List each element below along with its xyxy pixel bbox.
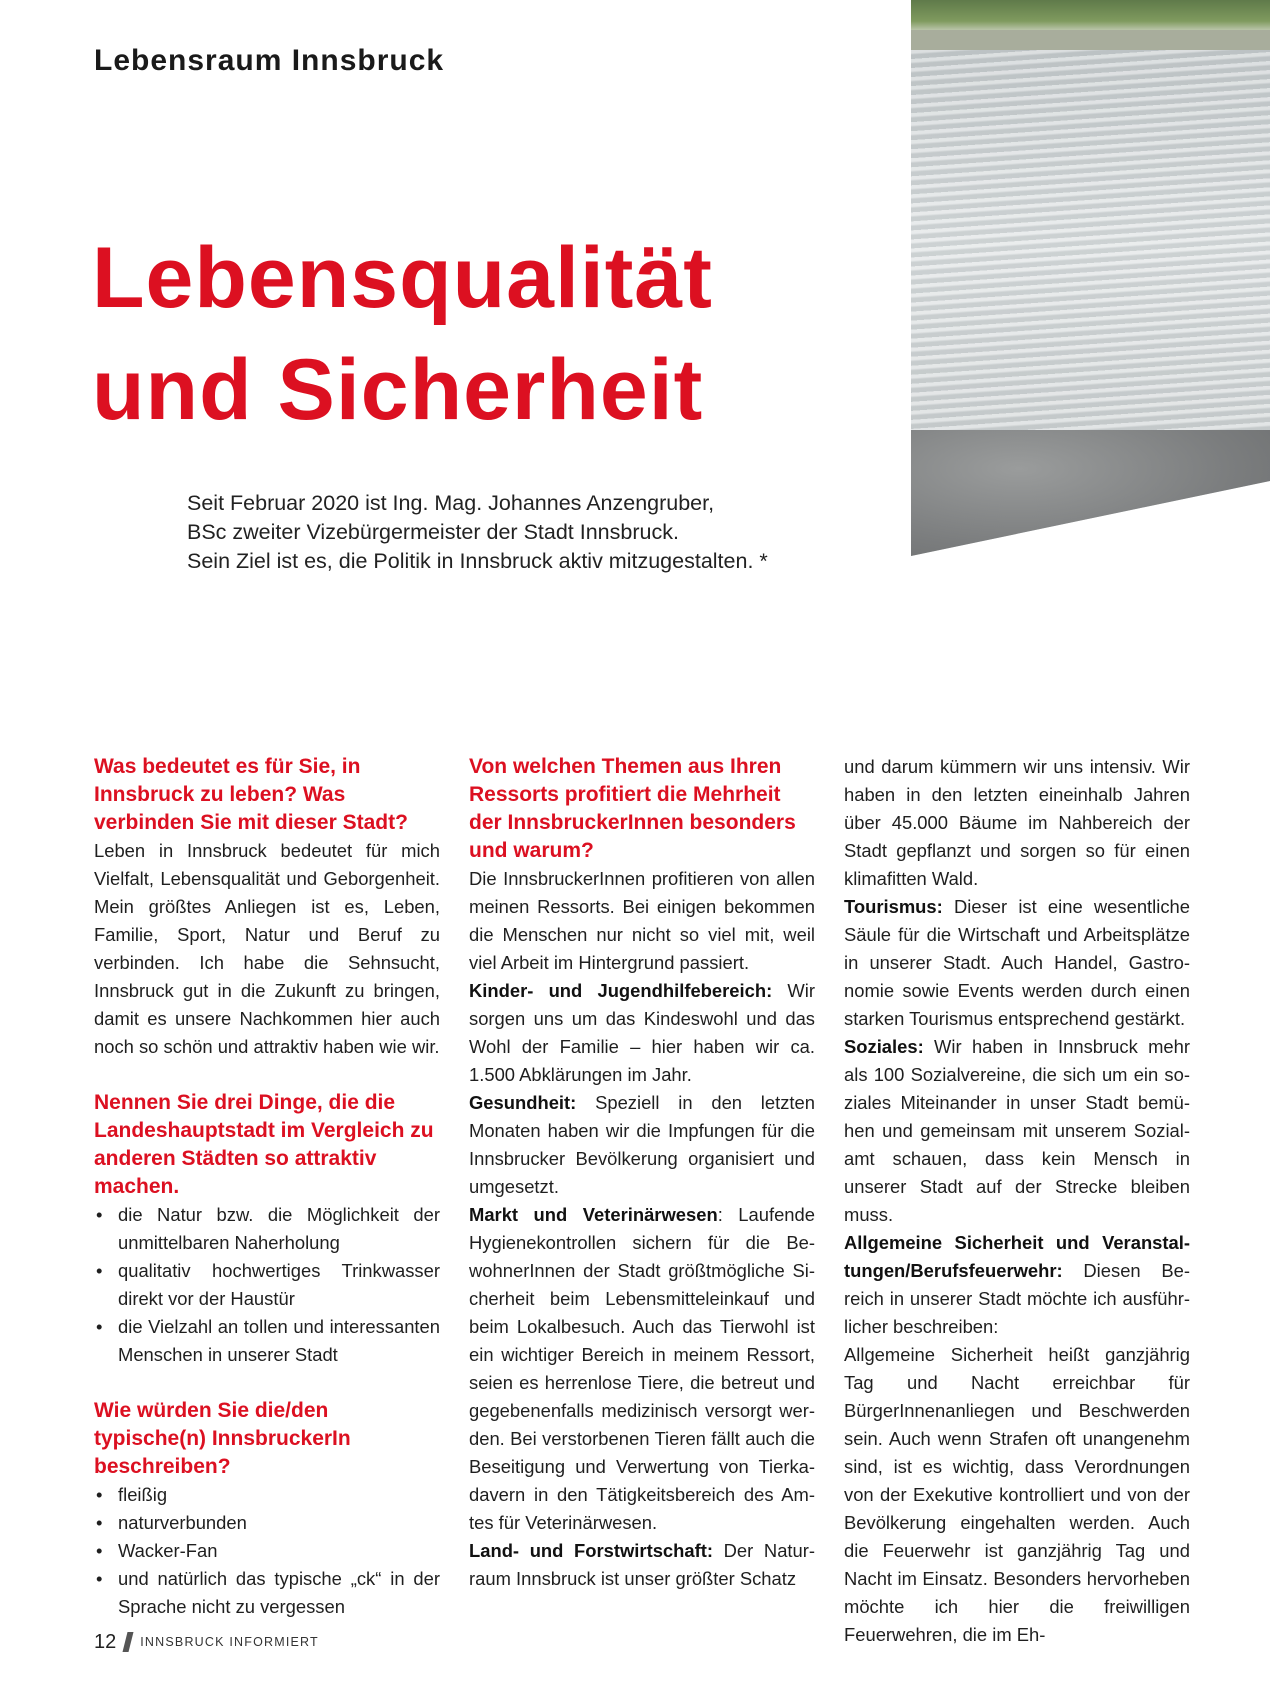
bullet-list bbox=[94, 1481, 440, 1621]
topic-text: : Laufende Hygienekontrollen sichern für die BewohnerInnen der Stadt größtmögliche Sicherheit beim Lebensmitteleinkauf und beim Lokalbesuch. Auch das Tierwohl ist ein wichtiger Bereich in meinem Ressort, seien es herrenlose Tiere, die betreut und gegebenenfalls medizinisch versorgt werden. Bei verstorbenen Tieren fällt auch die Beseitigung und Verwertung von Tierkadavern in den Tätigkeitsbereich des Amtes für Veterinärwesen. bbox=[469, 1204, 815, 1533]
list-item: • qualitativ hochwertiges Trinkwasser direkt vor der Haustür bbox=[94, 1257, 440, 1313]
topic-term: Tourismus: bbox=[844, 896, 943, 917]
question-heading: Was bedeutet es für Sie, in Innsbruck zu leben? Was verbinden Sie mit dieser Stadt? bbox=[94, 755, 408, 834]
topic-term: Markt und Veterinärwesen bbox=[469, 1204, 718, 1225]
column-2 bbox=[469, 753, 815, 1593]
intro-line: Sein Ziel ist es, die Politik in Innsbruck aktiv mitzugestalten. * bbox=[187, 549, 768, 573]
answer-paragraph bbox=[844, 893, 1190, 1033]
list-item: • und natürlich das typische „ck“ in der Sprache nicht zu vergessen bbox=[94, 1565, 440, 1621]
intro-text bbox=[187, 489, 887, 576]
answer-paragraph bbox=[469, 1537, 815, 1593]
photo-rocks bbox=[911, 430, 1270, 556]
column-1 bbox=[94, 753, 440, 1621]
section-label: Lebensraum Innsbruck bbox=[94, 44, 445, 77]
answer-paragraph bbox=[469, 977, 815, 1089]
page-footer bbox=[94, 1629, 319, 1655]
answer-paragraph bbox=[469, 1089, 815, 1201]
lake-photo bbox=[911, 0, 1270, 556]
topic-term: Allgemeine Sicherheit und Veranstaltungen/Berufsfeuerwehr: bbox=[844, 1232, 1190, 1281]
title-line-1: Lebensqualität bbox=[92, 230, 713, 326]
photo-water bbox=[911, 50, 1270, 440]
answer-paragraph: Allgemeine Sicherheit heißt ganzjährig Tag und Nacht erreichbar für BürgerInnenanliegen und Beschwerden sein. Auch wenn Strafen oft unangenehm sind, ist es wichtig, dass Verordnungen von der Exekutive kontrolliert und von der Bevölkerung eingehalten werden. Auch die Feuerwehr ist ganzjährig Tag und Nacht im Einsatz. Besonders hervorheben möchte ich hier die freiwilligen Feuerwehren, die im Eh- bbox=[844, 1344, 1190, 1645]
topic-text: Dieser ist eine wesentliche Säule für die Wirtschaft und Arbeitsplätze in unserer Stadt. Auch Handel, Gastronomie sowie Events werden durch einen starken Tourismus entsprechend gestärkt. bbox=[844, 896, 1190, 1029]
photo-shore bbox=[911, 30, 1270, 50]
column-3 bbox=[844, 753, 1190, 1649]
page-title bbox=[92, 222, 852, 446]
topic-text: Wir haben in Innsbruck mehr als 100 Sozialvereine, die sich um ein soziales Miteinander in unser Stadt bemühen und gemeinsam mit unserem Sozialamt schauen, dass kein Mensch in unserer Stadt auf der Strecke bleiben muss. bbox=[844, 1036, 1190, 1225]
intro-line: Seit Februar 2020 ist Ing. Mag. Johannes Anzengruber, bbox=[187, 491, 715, 515]
topic-term: Land- und Forstwirtschaft: bbox=[469, 1540, 713, 1561]
list-item: • die Vielzahl an tollen und interessanten Menschen in unserer Stadt bbox=[94, 1313, 440, 1369]
topic-text: Wir sorgen uns um das Kindeswohl und das Wohl der Familie – hier haben wir ca. 1.500 Abklärungen im Jahr. bbox=[469, 980, 815, 1085]
list-item: • naturverbunden bbox=[94, 1509, 440, 1537]
list-item: • fleißig bbox=[94, 1481, 440, 1509]
title-line-2: und Sicherheit bbox=[92, 342, 704, 438]
answer-paragraph: Leben in Innsbruck bedeutet für mich Vielfalt, Lebensqualität und Geborgenheit. Mein größtes Anliegen ist es, Leben, Familie, Sport, Natur und Beruf zu verbinden. Ich habe die Sehnsucht, Innsbruck gut in die Zukunft zu bringen, damit es unsere Nachkommen hier auch noch so schön und attraktiv haben wie wir. bbox=[94, 840, 440, 1057]
publication-name: INNSBRUCK INFORMIERT bbox=[140, 1635, 319, 1649]
list-item: • Wacker-Fan bbox=[94, 1537, 440, 1565]
intro-line: BSc zweiter Vizebürgermeister der Stadt Innsbruck. bbox=[187, 520, 679, 544]
topic-text: Der Naturraum Innsbruck ist unser größter Schatz bbox=[469, 1540, 816, 1589]
slash-divider-icon bbox=[123, 1632, 134, 1652]
topic-term: Soziales: bbox=[844, 1036, 924, 1057]
bullet-list bbox=[94, 1201, 440, 1369]
answer-paragraph bbox=[469, 1201, 815, 1537]
answer-paragraph bbox=[844, 1229, 1190, 1341]
topic-text: Diesen Bereich in unserer Stadt möchte ich ausführlicher beschreiben: bbox=[844, 1260, 1190, 1337]
page-number: 12 bbox=[94, 1630, 117, 1653]
answer-paragraph bbox=[844, 1033, 1190, 1229]
topic-term: Kinder- und Jugendhilfebereich: bbox=[469, 980, 773, 1001]
photo-tree-line bbox=[911, 0, 1270, 30]
answer-paragraph: und darum kümmern wir uns intensiv. Wir haben in den letzten eineinhalb Jahren über 45.000 Bäume im Nahbereich der Stadt gepflanzt und sorgen so für einen klimafitten Wald. bbox=[844, 756, 1190, 889]
topic-term: Gesundheit: bbox=[469, 1092, 577, 1113]
answer-paragraph: Die InnsbruckerInnen profitieren von allen meinen Ressorts. Bei einigen bekommen die Menschen nur nicht so viel mit, weil viel Arbeit im Hintergrund passiert. bbox=[469, 868, 815, 973]
question-heading: Von welchen Themen aus Ihren Ressorts profitiert die Mehrheit der InnsbruckerInnen besonders und warum? bbox=[469, 755, 796, 862]
question-heading: Wie würden Sie die/den typische(n) InnsbruckerIn beschreiben? bbox=[94, 1399, 351, 1478]
topic-text: Speziell in den letzten Monaten haben wir die Impfungen für die Innsbrucker Bevölkerung organisiert und umgesetzt. bbox=[469, 1092, 815, 1197]
question-heading: Nennen Sie drei Dinge, die die Landeshauptstadt im Vergleich zu anderen Städten so attraktiv machen. bbox=[94, 1091, 434, 1198]
list-item: • die Natur bzw. die Möglichkeit der unmittelbaren Naherholung bbox=[94, 1201, 440, 1257]
